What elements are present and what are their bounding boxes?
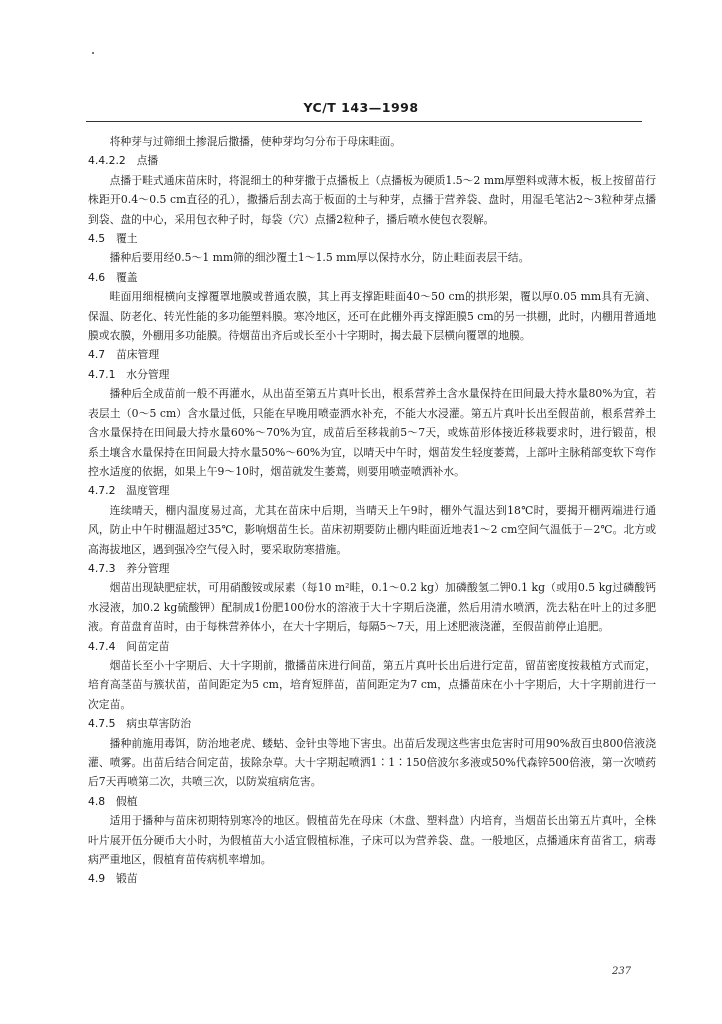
paragraph: 烟苗长至小十字期后、大十字期前，撒播苗床进行间苗，第五片真叶长出后进行定苗，留苗密度按栽植方式而定，培育高茎苗与簇状苗，苗间距定为5 cm，培育短胖苗，苗间距定为7 cm，点播苗床在小十字期后，大十字期前进行一次定苗。: [88, 658, 656, 711]
section-heading: 4.7 苗床管理: [88, 348, 160, 362]
paragraph: 播种后全成苗前一般不再灌水，从出苗至第五片真叶长出，根系营养土含水量保持在田间最大持水量80%为宜，若表层土（0～5 cm）含水量过低，只能在早晚用喷壶洒水补充，不能大水浸灌。第五片真叶长出至假苗前，根系营养土含水量保持在田间最大持水量60%～70%为宜，成苗后至移栽前5～7天，或炼苗形体接近移栽要求时，进行锻苗，根系土壤含水量保持在田间最大持水量50%～60%为宜，以晴天中午时，烟苗发生轻度萎蔫，上部叶主脉稍部变软下弯作控水适度的依据，如果上午9～10时，烟苗就发生萎蔫，则要用喷壶喷洒补水。: [88, 387, 656, 478]
paragraph: 连续晴天，棚内温度易过高，尤其在苗床中后期，当晴天上午9时，棚外气温达到18℃时，要揭开棚两端进行通风，防止中午时棚温超过35℃，影响烟苗生长。苗床初期要防止棚内畦面近地表1～2 cm空间气温低于－2℃。北方或高海拔地区，遇到强冷空气侵入时，要采取防寒措施。: [88, 503, 656, 556]
header-rule: [86, 121, 642, 122]
section-heading: 4.7.1 水分管理: [88, 367, 170, 381]
paragraph: 点播于畦式通床苗床时，将混细土的种芽撒于点播板上（点播板为硬质1.5～2 mm厚塑料或薄木板，板上按留苗行株距开0.4～0.5 cm直径的孔），撒播后刮去高于板面的土与种芽，点播于营养袋、盘时，用湿毛笔沾2～3粒种芽点播到袋、盘的中心，采用包衣种子时，每袋（穴）点播2粒种子，播后喷水使包衣裂解。: [88, 173, 656, 226]
section-heading: 4.9 锻苗: [88, 872, 138, 886]
section-heading: 4.7.3 养分管理: [88, 561, 170, 575]
page-header: YC/T 143—1998: [303, 100, 419, 115]
paragraph: 播种前施用毒饵，防治地老虎、蝼蛄、金针虫等地下害虫。出苗后发现这些害虫危害时可用90%敌百虫800倍液浇灌、喷雾。出苗后结合间定苗，拔除杂草。大十字期起喷洒1∶1∶150倍波尔多液或50%代森锌500倍液，第一次喷药后7天再喷第二次，共喷三次，以防炭疽病危害。: [88, 736, 656, 789]
body-text: [88, 132, 656, 889]
section-heading: 4.7.5 病虫草害防治: [88, 717, 192, 731]
paragraph: 烟苗出现缺肥症状，可用硝酸铵或尿素（每10 m²畦，0.1～0.2 kg）加磷酸氢二钾0.1 kg（或用0.5 kg过磷酸钙水浸液，加0.2 kg硫酸钾）配制成1份肥100份水的溶液于大十字期后浇灌，然后用清水喷洒，洗去粘在叶上的过多肥液。育苗盘育苗时，由于每株营养体小，在大十字期后，每隔5～7天，用上述肥液浇灌，至假苗前停止追肥。: [88, 581, 656, 634]
section-heading: 4.7.2 温度管理: [88, 484, 170, 498]
section-heading: 4.8 假植: [88, 794, 138, 808]
scan-speck: [92, 52, 94, 54]
section-heading: 4.7.4 间苗定苗: [88, 639, 170, 653]
section-heading: 4.6 覆盖: [88, 270, 138, 284]
paragraph: 播种后要用经0.5～1 mm筛的细沙覆土1～1.5 mm厚以保持水分，防止畦面表层干结。: [109, 251, 530, 265]
section-heading: 4.5 覆土: [88, 232, 138, 246]
section-heading: 4.4.2.2 点播: [88, 154, 159, 168]
paragraph: 将种芽与过筛细土掺混后撒播，使种芽均匀分布于母床畦面。: [109, 135, 402, 148]
page-number: 237: [612, 966, 632, 977]
paragraph: 适用于播种与苗床初期特别寒冷的地区。假植苗先在母床（木盘、塑料盘）内培育，当烟苗长出第五片真叶，全株叶片展开伍分硬币大小时，为假植苗大小适宜假植标准，子床可以为营养袋、盘。一般地区，点播通床育苗省工，病毒病严重地区，假植育苗传病机率增加。: [88, 814, 656, 867]
paragraph: 畦面用细棍横向支撑覆罩地膜或普通农膜，其上再支撑距畦面40～50 cm的拱形架，覆以厚0.05 mm具有无滴、保温、防老化、转光性能的多功能塑料膜。寒冷地区，还可在此棚外再支撑距膜5 cm的另一拱棚，此时，内棚用普通地膜或农膜，外棚用多功能膜。待烟苗出齐后或长至小十字期时，揭去最下层横向覆罩的地膜。: [88, 290, 656, 343]
